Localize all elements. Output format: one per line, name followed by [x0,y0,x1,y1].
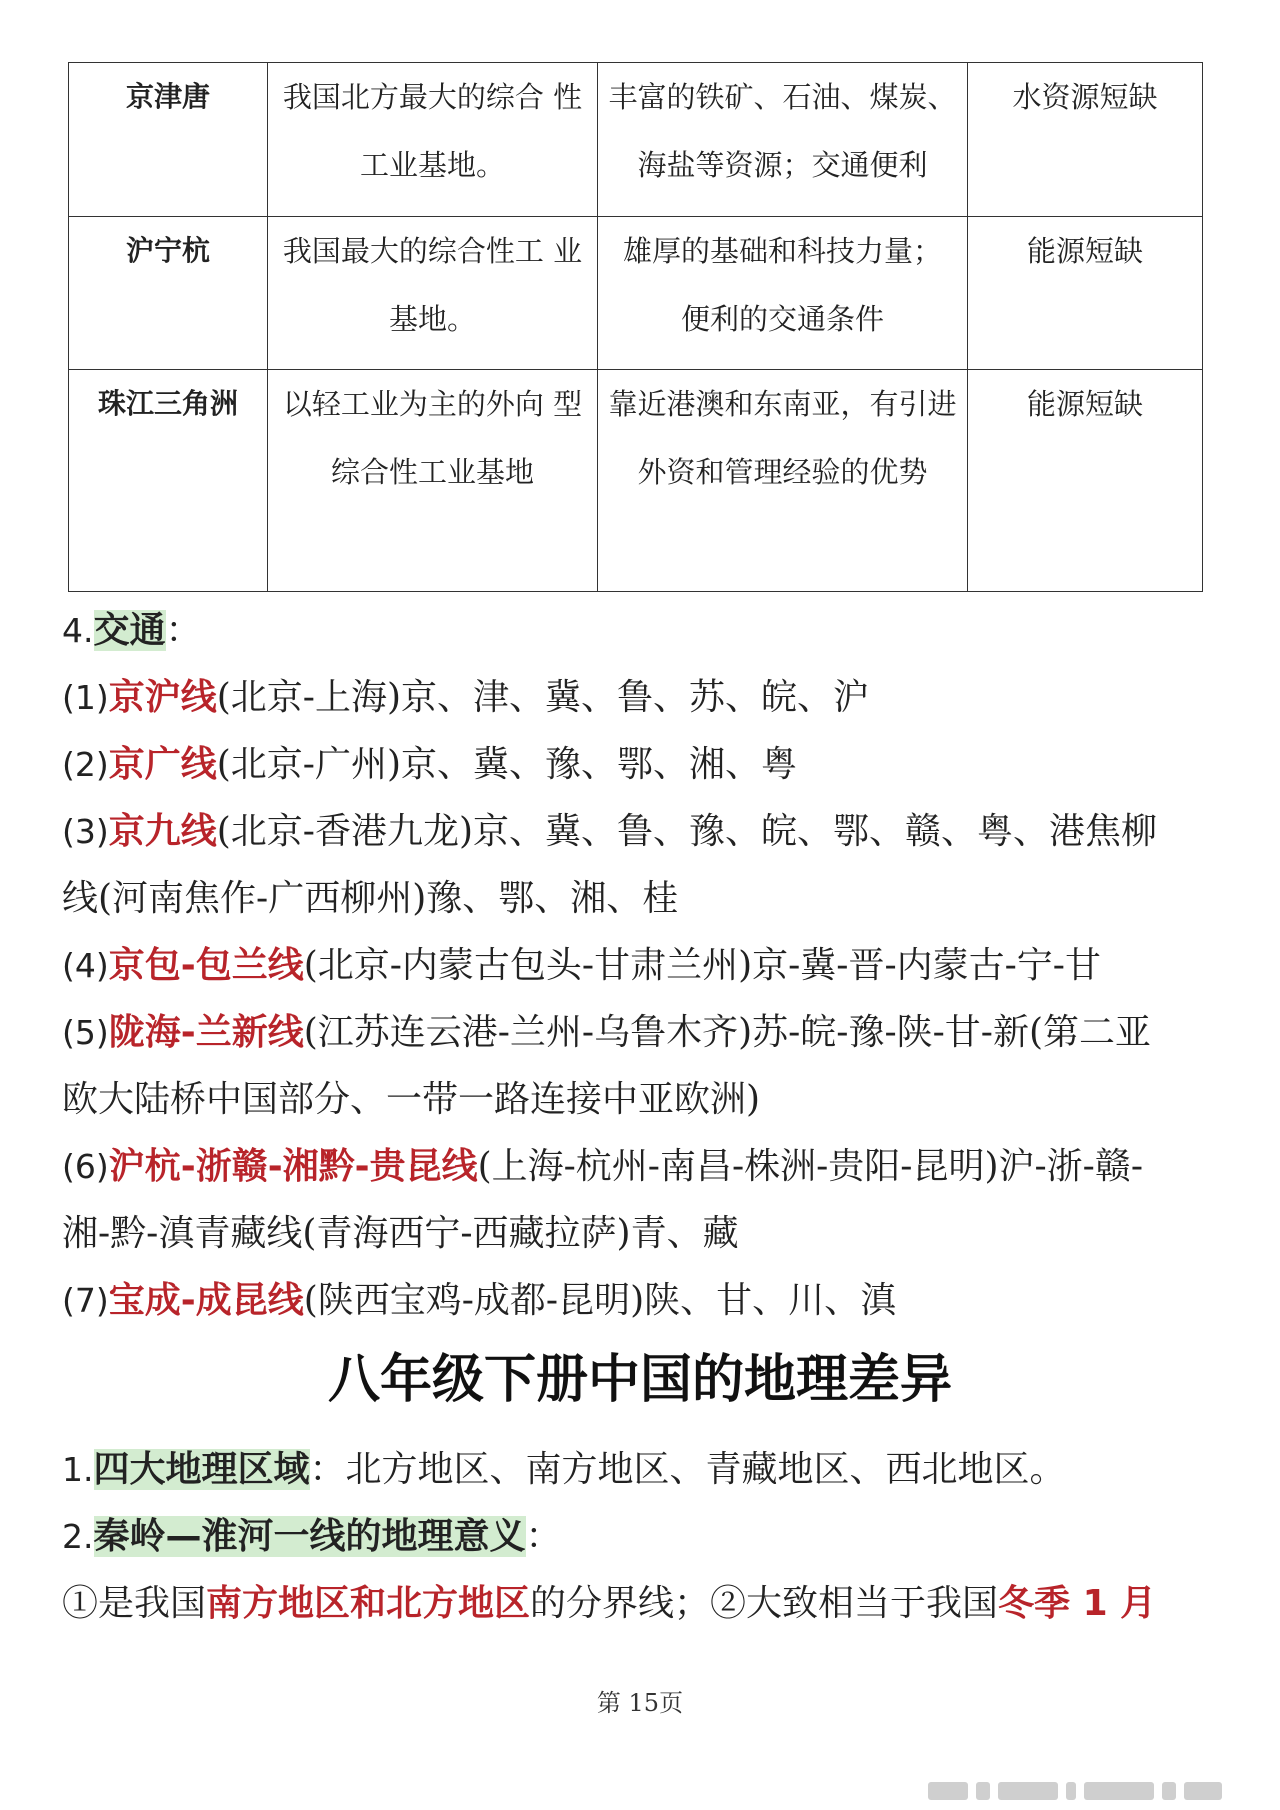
table-cell-condition: 靠近港澳和东南亚，有引进外资和管理经验的优势 [598,370,968,592]
industrial-base-table [68,62,1203,592]
railway-name: 京包-包兰线 [108,945,304,986]
highlight-text: 南方地区和北方地区 [206,1583,531,1624]
item-number: (6) [62,1147,109,1186]
table-cell-problem: 水资源短缺 [968,63,1203,217]
table-cell-condition: 丰富的铁矿、石油、煤炭、海盐等资源；交通便利 [598,63,968,217]
text-segment: ①是我国 [62,1583,207,1624]
railway-item-1 [62,664,1232,731]
railway-route: (北京-内蒙古包头-甘肃兰州)京-冀-晋-内蒙古-宁-甘 [303,945,1101,986]
item-number: (1) [62,678,109,717]
page-number: 第 15页 [596,1689,684,1717]
item-number: (7) [62,1281,109,1320]
section-heading: 秦岭—淮河一线的地理意义 [93,1516,526,1557]
railway-item-6-cont: 湘-黔-滇青藏线(青海西宁-西藏拉萨)青、藏 [62,1213,739,1254]
table-cell-feature: 我国最大的综合性工 业基地。 [268,217,598,370]
table-row [69,370,1203,592]
railway-route: (北京-香港九龙)京、冀、鲁、豫、皖、鄂、赣、粤、港焦柳 [216,811,1158,852]
chapter-title: 八年级下册中国的地理差异 [327,1350,952,1410]
railway-item-6 [62,1133,1232,1200]
section-text: ：北方地区、南方地区、青藏地区、西北地区。 [309,1449,1066,1490]
table-cell-region: 珠江三角洲 [69,370,268,592]
railway-name: 陇海-兰新线 [108,1012,304,1053]
section-number: 4. [62,611,94,650]
table-cell-condition: 雄厚的基础和科技力量； 便利的交通条件 [598,217,968,370]
section-heading: 四大地理区域 [93,1449,310,1490]
item-number: (4) [62,946,109,985]
railway-item-5-cont: 欧大陆桥中国部分、一带一路连接中亚欧洲) [62,1079,761,1120]
table-row [69,63,1203,217]
railway-route: (上海-杭州-南昌-株洲-贵阳-昆明)沪-浙-赣- [477,1146,1143,1187]
railway-route: (陕西宝鸡-成都-昆明)陕、甘、川、滇 [303,1280,897,1321]
transport-heading [62,597,1232,664]
highlight-text: 冬季 1 月 [998,1583,1157,1624]
railway-route: (江苏连云港-兰州-乌鲁木齐)苏-皖-豫-陕-甘-新(第二亚 [303,1012,1151,1053]
railway-item-3-cont: 线(河南焦作-广西柳州)豫、鄂、湘、桂 [62,878,679,919]
item-number: (5) [62,1013,109,1052]
section-qinling-text [62,1570,1232,1637]
table-cell-feature: 以轻工业为主的外向 型综合性工业基地 [268,370,598,592]
table-cell-problem: 能源短缺 [968,370,1203,592]
section-number: 2. [62,1517,94,1556]
section-number: 1. [62,1450,94,1489]
table-cell-region: 京津唐 [69,63,268,217]
railway-item-4 [62,932,1232,999]
railway-item-5 [62,999,1232,1066]
table-row [69,217,1203,370]
transport-heading-text: 交通 [93,610,166,651]
text-segment: 的分界线；②大致相当于我国 [530,1583,999,1624]
section-qinling-huaihe [62,1503,1232,1570]
railway-name: 沪杭-浙赣-湘黔-贵昆线 [108,1146,478,1187]
railway-route: (北京-广州)京、冀、豫、鄂、湘、粤 [216,744,798,785]
railway-item-2 [62,731,1232,798]
railway-name: 京沪线 [108,677,217,718]
watermark-logo [928,1778,1228,1804]
heading-colon: ： [525,1516,562,1557]
heading-colon: ： [165,610,202,651]
railway-route: (北京-上海)京、津、冀、鲁、苏、皖、沪 [216,677,870,718]
table-cell-region: 沪宁杭 [69,217,268,370]
railway-item-3 [62,798,1232,865]
item-number: (3) [62,812,109,851]
railway-name: 京广线 [108,744,217,785]
section-regions [62,1436,1232,1503]
table-cell-problem: 能源短缺 [968,217,1203,370]
railway-name: 宝成-成昆线 [108,1280,304,1321]
railway-item-7 [62,1267,1232,1334]
railway-name: 京九线 [108,811,217,852]
table-cell-feature: 我国北方最大的综合 性工业基地。 [268,63,598,217]
item-number: (2) [62,745,109,784]
